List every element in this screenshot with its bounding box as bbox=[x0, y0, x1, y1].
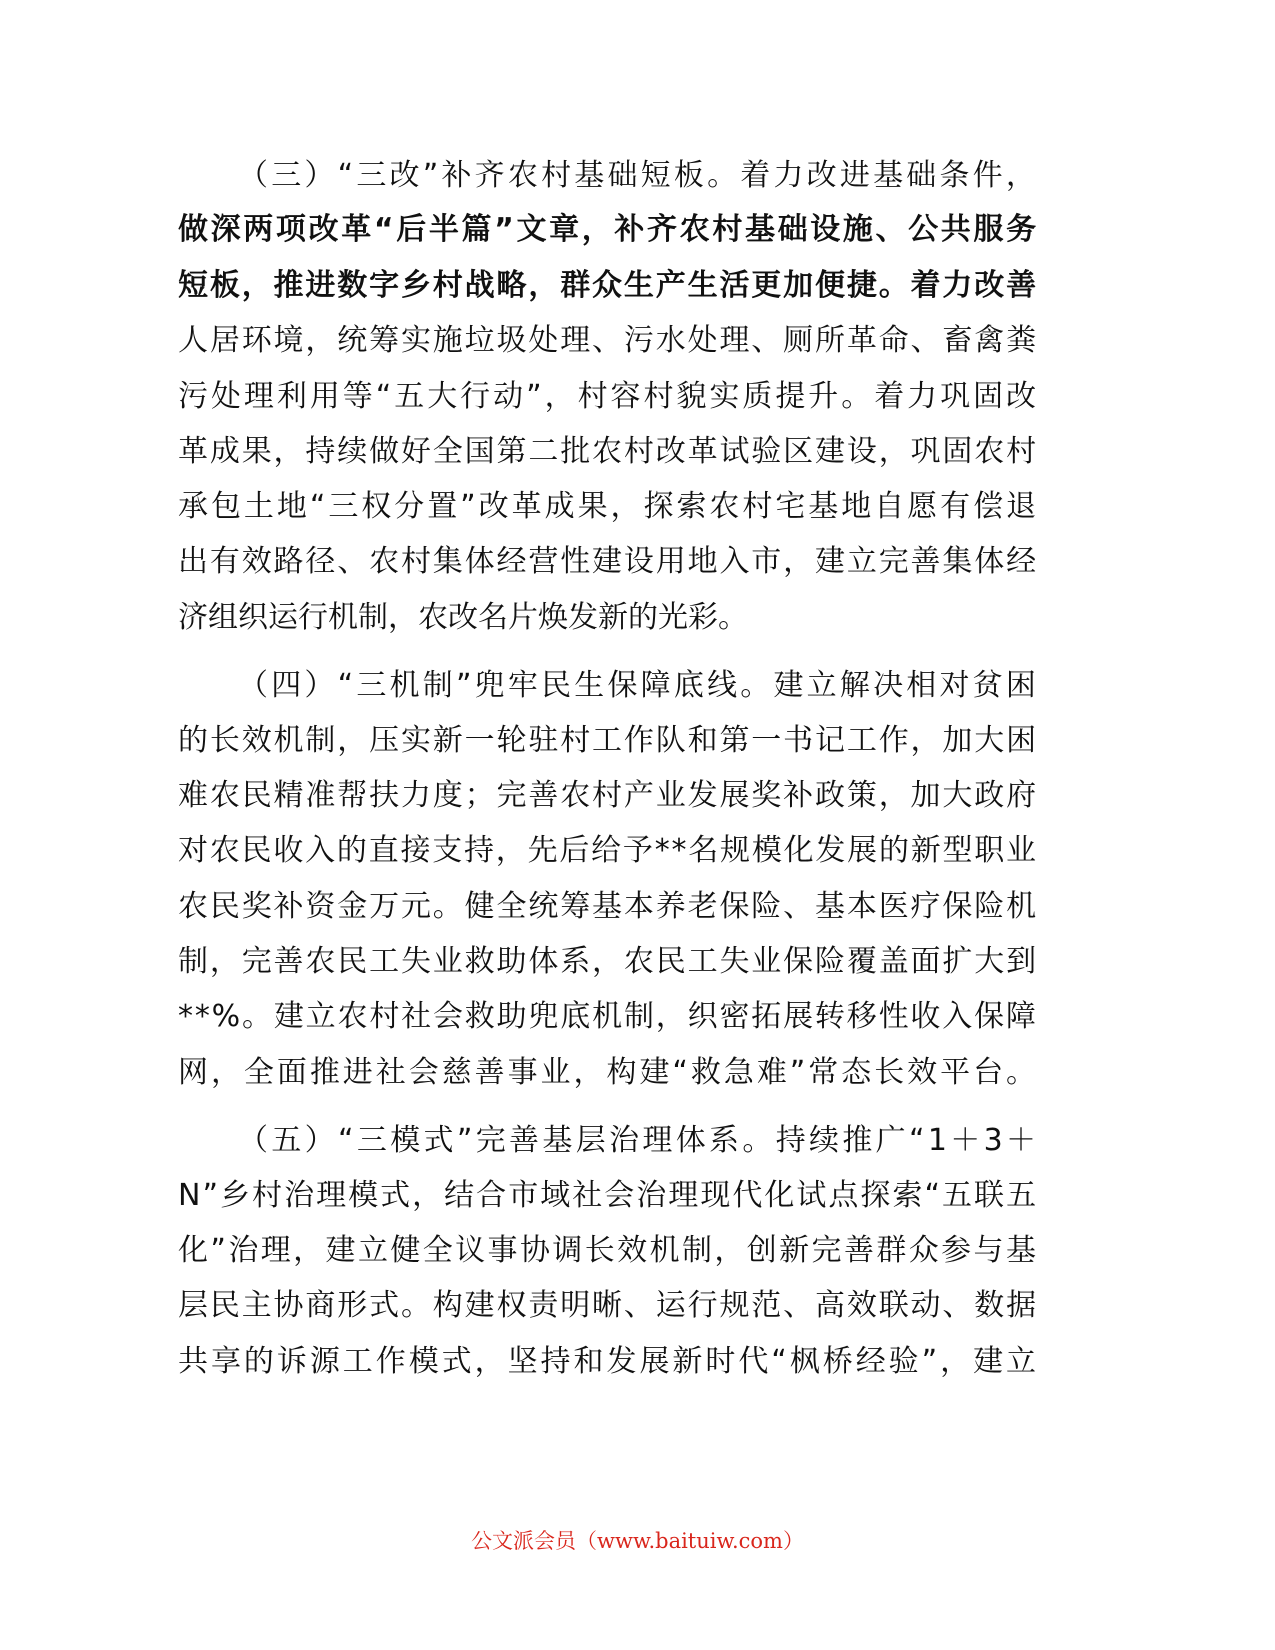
text-line bbox=[0, 721, 1275, 761]
line-text: 农民奖补资金万元。健全统筹基本养老保险、基本医疗保险机 bbox=[178, 889, 1038, 924]
line-text: 出有效路径、农村集体经营性建设用地入市，建立完善集体经 bbox=[178, 544, 1038, 579]
footer-watermark: 公文派会员（www.baituiw.com） bbox=[471, 1529, 804, 1553]
line-text: 化”治理，建立健全议事协调长效机制，创新完善群众参与基 bbox=[178, 1233, 1039, 1268]
line-text: 网，全面推进社会慈善事业，构建“救急难”常态长效平台。 bbox=[178, 1055, 1040, 1090]
line-text: 人居环境，统筹实施垃圾处理、污水处理、厕所革命、畜禽粪 bbox=[178, 323, 1038, 358]
line-text: 短板，推进数字乡村战略，群众生产生活更加便捷。着力改善 bbox=[178, 268, 1038, 303]
text-line bbox=[0, 542, 1275, 582]
text-line bbox=[0, 997, 1275, 1037]
line-text: 革成果，持续做好全国第二批农村改革试验区建设，巩固农村 bbox=[178, 434, 1038, 469]
line-text: 污处理利用等“五大行动”，村容村貌实质提升。着力巩固改 bbox=[178, 379, 1040, 414]
line-text: 制，完善农民工失业救助体系，农民工失业保险覆盖面扩大到 bbox=[178, 944, 1038, 979]
line-text: 共享的诉源工作模式，坚持和发展新时代“枫桥经验”，建立 bbox=[178, 1344, 1040, 1379]
text-line bbox=[0, 1286, 1275, 1326]
text-line bbox=[0, 831, 1275, 871]
text-line bbox=[0, 1231, 1275, 1271]
line-text: N”乡村治理模式，结合市域社会治理现代化试点探索“五联五 bbox=[178, 1178, 1039, 1213]
text-line bbox=[0, 210, 1275, 250]
text-line bbox=[0, 321, 1275, 361]
line-text: 做深两项改革“后半篇”文章，补齐农村基础设施、公共服务 bbox=[178, 212, 1039, 247]
line-text: 对农民收入的直接支持，先后给予**名规模化发展的新型职业 bbox=[178, 833, 1038, 868]
line-text: 层民主协商形式。构建权责明晰、运行规范、高效联动、数据 bbox=[178, 1288, 1038, 1323]
line-text: **%。建立农村社会救助兜底机制，织密拓展转移性收入保障 bbox=[178, 999, 1038, 1034]
text-line bbox=[0, 156, 1275, 196]
text-line bbox=[0, 776, 1275, 816]
text-line bbox=[0, 666, 1275, 706]
line-text: 济组织运行机制，农改名片焕发新的光彩。 bbox=[178, 600, 748, 635]
line-text: 的长效机制，压实新一轮驻村工作队和第一书记工作，加大困 bbox=[178, 723, 1038, 758]
text-line bbox=[0, 1342, 1275, 1382]
text-line bbox=[0, 487, 1275, 527]
line-text: （四）“三机制”兜牢民生保障底线。建立解决相对贫困 bbox=[238, 668, 1040, 703]
line-text: （五）“三模式”完善基层治理体系。持续推广“1＋3＋ bbox=[238, 1123, 1040, 1158]
text-line bbox=[0, 598, 1275, 638]
text-line bbox=[0, 887, 1275, 927]
line-text: 承包土地“三权分置”改革成果，探索农村宅基地自愿有偿退 bbox=[178, 489, 1040, 524]
text-line bbox=[0, 1121, 1275, 1161]
text-line bbox=[0, 942, 1275, 982]
text-line bbox=[0, 266, 1275, 306]
text-line bbox=[0, 1053, 1275, 1093]
line-text: 难农民精准帮扶力度；完善农村产业发展奖补政策，加大政府 bbox=[178, 778, 1038, 813]
line-text: （三）“三改”补齐农村基础短板。着力改进基础条件， bbox=[238, 158, 1040, 193]
text-line bbox=[0, 1176, 1275, 1216]
text-line bbox=[0, 377, 1275, 417]
text-line bbox=[0, 432, 1275, 472]
